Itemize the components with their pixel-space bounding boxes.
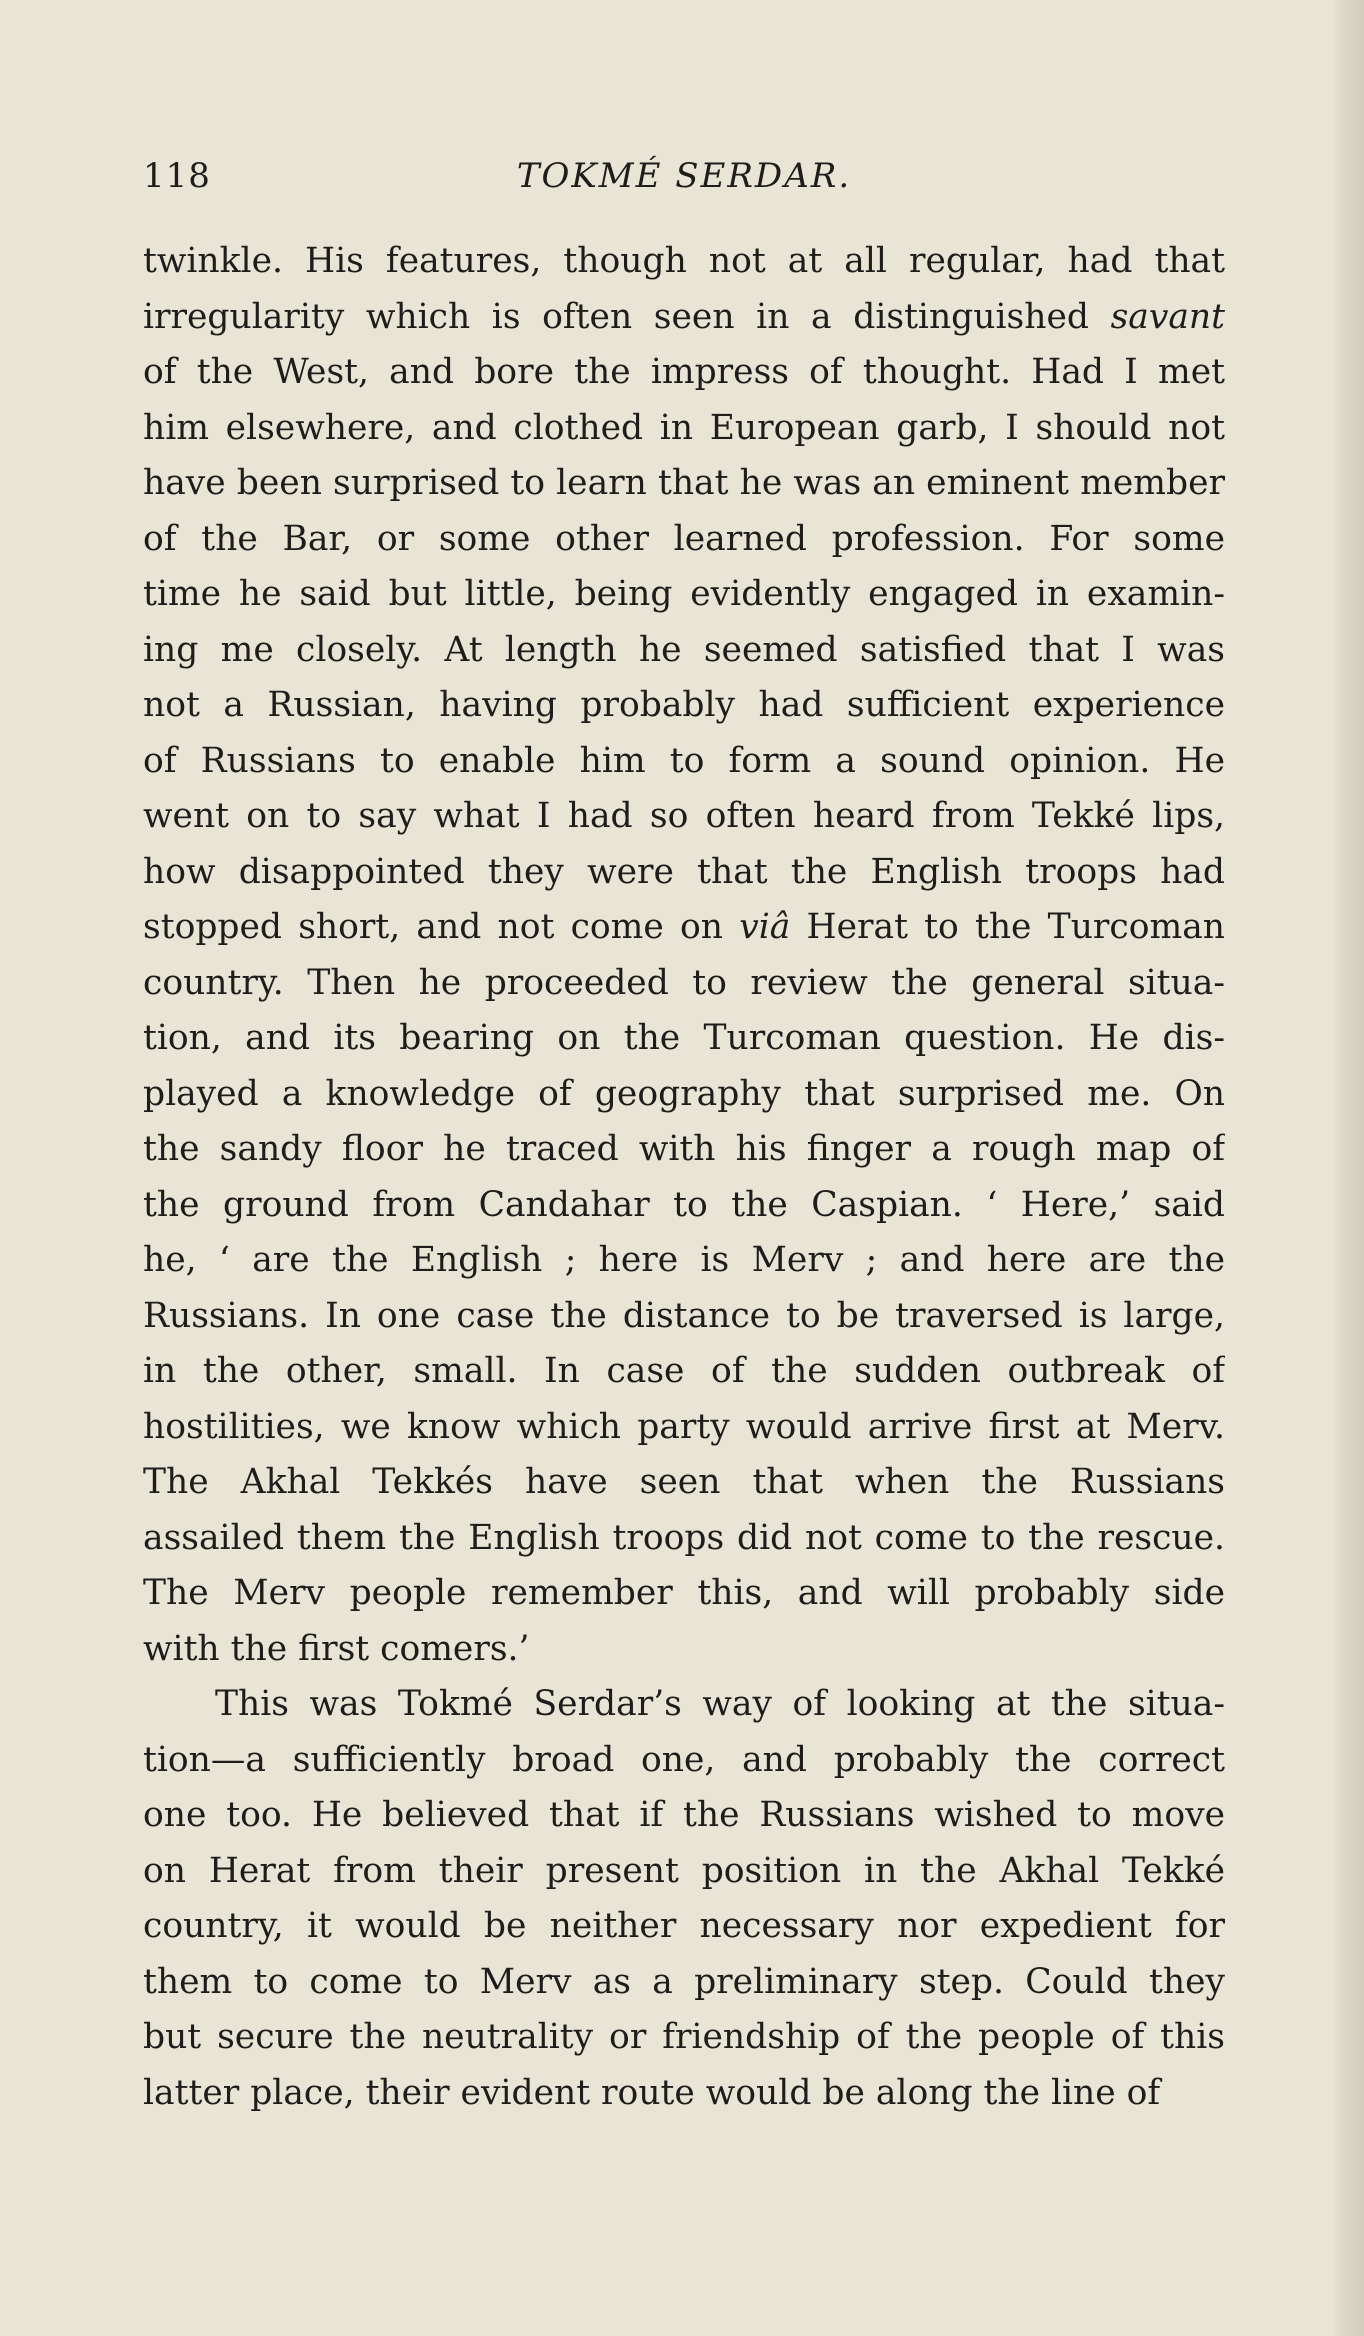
- text-line: on Herat from their present position in the Akhal Tekké: [143, 1850, 1225, 1891]
- body-text: [143, 234, 1225, 2121]
- text-line: him elsewhere, and clothed in European garb, I should not: [143, 407, 1225, 448]
- text-line: with the first comers.’: [143, 1628, 530, 1669]
- text-line: them to come to Merv as a preliminary step. Could they: [143, 1961, 1225, 2002]
- text-line: hostilities, we know which party would arrive first at Merv.: [143, 1406, 1225, 1447]
- italic-term: viâ: [739, 907, 791, 947]
- text-line: of the West, and bore the impress of thought. Had I met: [143, 352, 1225, 392]
- text-line: ing me closely. At length he seemed satisfied that I was: [143, 629, 1225, 670]
- text-line: tion, and its bearing on the Turcoman question. He dis-: [143, 1018, 1225, 1058]
- text-line: went on to say what I had so often heard from Tekké lips,: [143, 796, 1225, 836]
- text-line: in the other, small. In case of the sudden outbreak of: [143, 1351, 1225, 1391]
- page-edge-shadow: [1332, 0, 1364, 2336]
- text-line: country. Then he proceeded to review the general situa-: [143, 962, 1225, 1003]
- text-line: twinkle. His features, though not at all regular, had that: [143, 241, 1225, 281]
- text-line: assailed them the English troops did not come to the rescue.: [143, 1517, 1225, 1558]
- text-line: The Merv people remember this, and will probably side: [143, 1573, 1225, 1613]
- text-line: of Russians to enable him to form a sound opinion. He: [143, 740, 1225, 781]
- text-line: of the Bar, or some other learned profession. For some: [143, 518, 1225, 559]
- page-number: 118: [143, 156, 211, 196]
- text-line: have been surprised to learn that he was an eminent member: [143, 463, 1225, 503]
- text-line: he, ‘ are the English ; here is Merv ; and here are the: [143, 1240, 1225, 1280]
- text-line: Russians. In one case the distance to be traversed is large,: [143, 1295, 1225, 1336]
- page-header: [143, 156, 1225, 206]
- text-line: latter place, their evident route would be along the line of: [143, 2072, 1161, 2113]
- running-title: TOKMÉ SERDAR.: [516, 156, 852, 196]
- text-line: time he said but little, being evidently engaged in examin-: [143, 574, 1225, 614]
- text-line: one too. He believed that if the Russians wished to move: [143, 1795, 1225, 1835]
- text-line: This was Tokmé Serdar’s way of looking at the situa-: [215, 1684, 1225, 1724]
- text-line: irregularity which is often seen in a distinguished savant: [143, 296, 1225, 337]
- text-line: the ground from Candahar to the Caspian. ‘ Here,’ said: [143, 1184, 1225, 1225]
- text-line: stopped short, and not come on viâ Herat to the Turcoman: [143, 907, 1225, 947]
- text-line: but secure the neutrality or friendship of the people of this: [143, 2017, 1225, 2057]
- text-line: the sandy floor he traced with his finger a rough map of: [143, 1129, 1225, 1169]
- text-line: tion—a sufficiently broad one, and probably the correct: [143, 1739, 1225, 1780]
- text-line: how disappointed they were that the English troops had: [143, 851, 1225, 892]
- text-line: not a Russian, having probably had sufficient experience: [143, 685, 1225, 725]
- italic-term: savant: [1110, 296, 1225, 337]
- text-line: country, it would be neither necessary nor expedient for: [143, 1906, 1225, 1946]
- text-line: played a knowledge of geography that surprised me. On: [143, 1073, 1225, 1114]
- text-line: The Akhal Tekkés have seen that when the Russians: [143, 1462, 1225, 1502]
